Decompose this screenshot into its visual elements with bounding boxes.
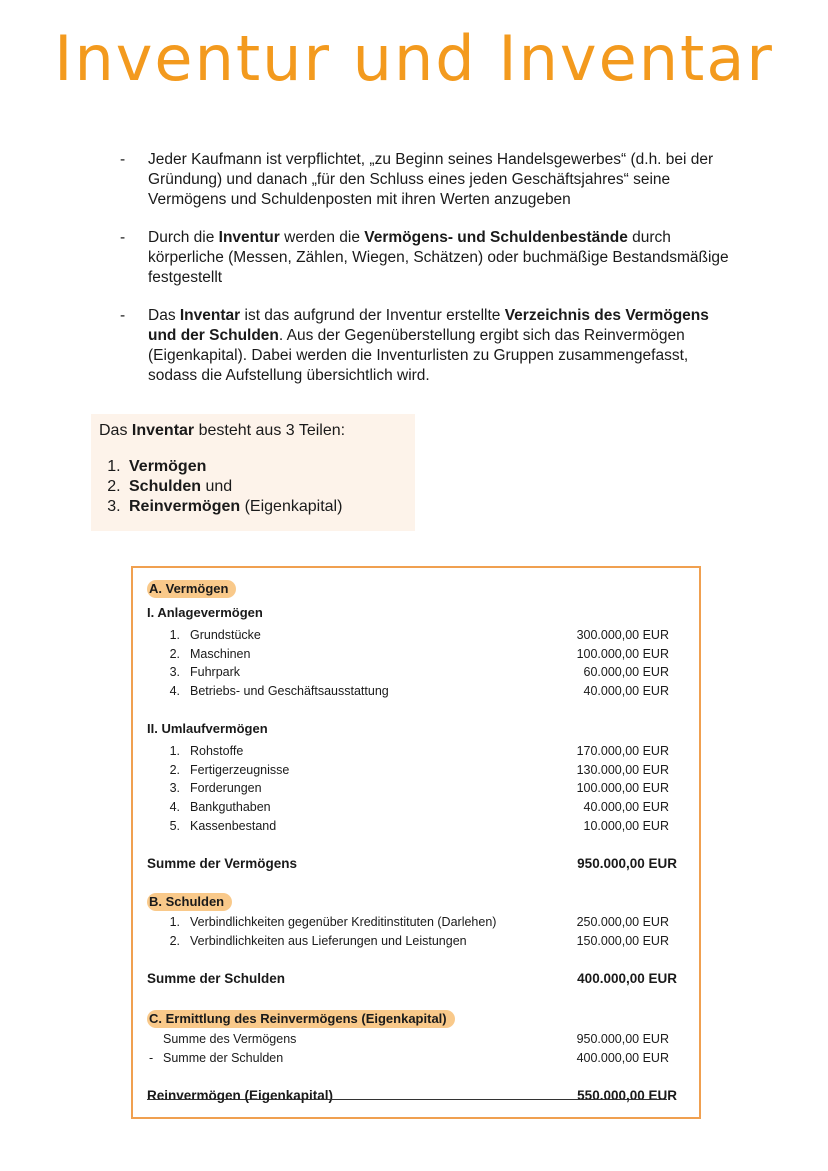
- bullet-text: . Aus der Gegenüberstellung ergibt sich das Reinvermögen (Eigenkapital). Dabei werden die Inventurlisten zu Gruppen zusammengefasst, sodass die Aufstellung übersichtlich wird.: [148, 327, 689, 384]
- bullet-bold-text: Vermögens- und Schuldenbestände: [364, 229, 628, 246]
- row-amount: 60.000,00 EUR: [583, 665, 669, 679]
- parts-list-item: [125, 497, 342, 517]
- bullet-text: Durch die: [148, 229, 219, 246]
- row-label: Verbindlichkeiten gegenüber Kreditinstituten (Darlehen): [190, 915, 497, 929]
- row-label: Summe des Vermögens: [163, 1032, 297, 1046]
- inventar-parts-box: [91, 414, 415, 531]
- row-amount: 40.000,00 EUR: [583, 800, 669, 814]
- row-label: Verbindlichkeiten aus Lieferungen und Leistungen: [190, 934, 467, 948]
- equity-label: Reinvermögen (Eigenkapital): [147, 1088, 334, 1103]
- row-number: 2.: [169, 934, 180, 948]
- anlage-header: [133, 604, 699, 622]
- row-label: Fuhrpark: [190, 665, 241, 679]
- row-number: 2.: [169, 647, 180, 661]
- part-rest: und: [201, 478, 233, 495]
- umlauf-header: [133, 720, 699, 738]
- equity-underline: [147, 1099, 667, 1100]
- row-number: 1.: [169, 915, 180, 929]
- table-row: [133, 798, 699, 816]
- bullet-bold-text: Verzeichnis des Vermögens und der Schulden: [148, 307, 709, 344]
- section-a-label: A. Vermögen: [147, 580, 236, 598]
- row-label: Fertigerzeugnisse: [190, 763, 290, 777]
- box-intro-text: Das: [99, 422, 132, 439]
- table-row: [133, 913, 699, 931]
- sum-debts-row: [133, 970, 699, 988]
- bullet-bold-text: Inventar: [179, 307, 241, 324]
- box-intro: [99, 422, 345, 440]
- row-label: Bankguthaben: [190, 800, 271, 814]
- table-row: [133, 1030, 699, 1048]
- row-amount: 10.000,00 EUR: [583, 819, 669, 833]
- row-amount: 150.000,00 EUR: [576, 934, 669, 948]
- equity-amount: 550.000,00 EUR: [577, 1088, 677, 1103]
- table-row: [133, 645, 699, 663]
- inventory-table: [131, 566, 701, 1119]
- table-row: [133, 932, 699, 950]
- row-amount: 300.000,00 EUR: [576, 628, 669, 642]
- row-number: 5.: [169, 819, 180, 833]
- parts-list-item: [125, 477, 342, 497]
- bullet-text: ist das aufgrund der Inventur erstellte: [240, 307, 505, 324]
- row-number: 3.: [169, 665, 180, 679]
- row-number: 1.: [169, 628, 180, 642]
- row-prefix: -: [149, 1051, 154, 1065]
- sum-assets-row: [133, 855, 699, 873]
- box-intro-text: besteht aus 3 Teilen:: [194, 422, 346, 439]
- sum-assets-label: Summe der Vermögens: [147, 856, 298, 871]
- row-amount: 100.000,00 EUR: [576, 647, 669, 661]
- bullet-list: [120, 150, 730, 404]
- part-name: Schulden: [129, 478, 202, 495]
- section-b-header: [133, 893, 699, 911]
- table-row: [133, 663, 699, 681]
- bullet-text: durch körperliche (Messen, Zählen, Wiegen, Schätzen) oder buchmäßige Bestandsmäßige festgestellt: [148, 229, 729, 286]
- bullet-text: werden die: [279, 229, 365, 246]
- umlauf-title: II. Umlaufvermögen: [147, 721, 268, 736]
- section-a-header: [133, 580, 699, 598]
- page-title: Inventur und Inventar: [54, 22, 774, 95]
- row-amount: 250.000,00 EUR: [576, 915, 669, 929]
- part-rest: (Eigenkapital): [240, 498, 343, 515]
- section-c-header: [133, 1010, 699, 1028]
- bullet-text: Jeder Kaufmann ist verpflichtet, „zu Beginn seines Handelsgewerbes“ (d.h. bei der Gründung) und danach „für den Schluss eines jeden Geschäftsjahres“ seine Vermögens und Schuldenposten mit ihren Werten anzugeben: [148, 151, 714, 208]
- row-amount: 100.000,00 EUR: [576, 781, 669, 795]
- row-amount: 40.000,00 EUR: [583, 684, 669, 698]
- table-row: [133, 761, 699, 779]
- table-row: [133, 817, 699, 835]
- table-row: [133, 1049, 699, 1067]
- row-label: Summe der Schulden: [163, 1051, 284, 1065]
- sum-assets-amount: 950.000,00 EUR: [577, 856, 677, 871]
- sum-debts-label: Summe der Schulden: [147, 971, 286, 986]
- bullet-dash: -: [120, 151, 126, 168]
- anlage-title: I. Anlagevermögen: [147, 605, 263, 620]
- row-number: 4.: [169, 800, 180, 814]
- bullet-text: Das: [148, 307, 180, 324]
- bullet-item: [120, 150, 730, 210]
- sum-debts-amount: 400.000,00 EUR: [577, 971, 677, 986]
- row-label: Betriebs- und Geschäftsausstattung: [190, 684, 389, 698]
- section-c-label: C. Ermittlung des Reinvermögens (Eigenkapital): [147, 1010, 455, 1028]
- row-number: 2.: [169, 763, 180, 777]
- row-number: 3.: [169, 781, 180, 795]
- parts-list-item: [125, 457, 342, 477]
- table-row: [133, 682, 699, 700]
- bullet-item: [120, 306, 730, 386]
- row-number: 1.: [169, 744, 180, 758]
- row-amount: 950.000,00 EUR: [576, 1032, 669, 1046]
- row-label: Maschinen: [190, 647, 251, 661]
- row-amount: 400.000,00 EUR: [576, 1051, 669, 1065]
- row-label: Rohstoffe: [190, 744, 244, 758]
- section-b-label: B. Schulden: [147, 893, 232, 911]
- part-name: Vermögen: [129, 458, 207, 475]
- table-row: [133, 626, 699, 644]
- equity-row: [133, 1087, 699, 1105]
- row-label: Grundstücke: [190, 628, 261, 642]
- bullet-dash: -: [120, 307, 126, 324]
- table-row: [133, 779, 699, 797]
- box-intro-bold: Inventar: [131, 422, 195, 439]
- row-amount: 130.000,00 EUR: [576, 763, 669, 777]
- row-amount: 170.000,00 EUR: [576, 744, 669, 758]
- bullet-bold-text: Inventur: [218, 229, 280, 246]
- parts-list: [99, 457, 342, 517]
- part-name: Reinvermögen: [129, 498, 241, 515]
- row-label: Forderungen: [190, 781, 262, 795]
- bullet-item: [120, 228, 730, 288]
- table-row: [133, 742, 699, 760]
- row-label: Kassenbestand: [190, 819, 277, 833]
- bullet-dash: -: [120, 229, 126, 246]
- row-number: 4.: [169, 684, 180, 698]
